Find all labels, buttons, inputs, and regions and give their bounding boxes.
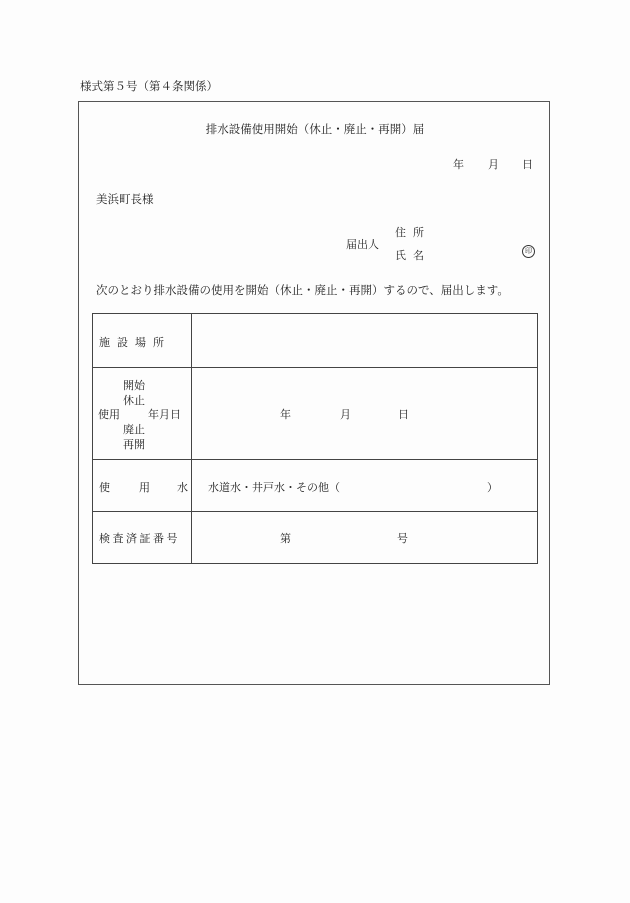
- addressee: 美浜町長様: [96, 192, 154, 206]
- facility-location-label: 施設場所: [99, 336, 171, 349]
- option-resume: 再開: [123, 438, 145, 451]
- option-abolish: 廃止: [123, 423, 145, 436]
- form-number: 様式第５号（第４条関係）: [80, 79, 218, 93]
- water-label-char-1: 使: [99, 481, 110, 494]
- details-table: [92, 313, 538, 564]
- date-year-label: 年: [453, 158, 464, 171]
- seal-mark: 印: [522, 245, 535, 258]
- water-source-options: 水道水・井戸水・その他（: [208, 481, 340, 494]
- statement-text: 次のとおり排水設備の使用を開始（休止・廃止・再開）するので、届出します。: [96, 283, 509, 297]
- use-date-prefix: 使用: [98, 408, 120, 421]
- form-title: 排水設備使用開始（休止・廃止・再開）届: [205, 122, 425, 136]
- water-label-char-3: 水: [177, 481, 188, 494]
- table-column-divider: [191, 314, 192, 563]
- water-label-char-2: 用: [139, 481, 150, 494]
- use-date-month: 月: [340, 408, 351, 421]
- option-suspend: 休止: [123, 394, 145, 407]
- option-start: 開始: [123, 379, 145, 392]
- applicant-label: 届出人: [346, 238, 379, 251]
- table-row-divider: [93, 459, 537, 460]
- certificate-dai: 第: [280, 532, 291, 545]
- name-label-char-1: 氏: [395, 249, 406, 262]
- address-label-char-2: 所: [413, 226, 424, 239]
- water-source-close: ）: [487, 481, 498, 494]
- table-row-divider: [93, 511, 537, 512]
- use-date-suffix: 年月日: [148, 408, 181, 421]
- certificate-gou: 号: [397, 532, 408, 545]
- use-date-year: 年: [280, 408, 291, 421]
- address-label-char-1: 住: [395, 226, 406, 239]
- name-label-char-2: 名: [413, 249, 424, 262]
- date-month-label: 月: [488, 158, 499, 171]
- date-day-label: 日: [522, 158, 533, 171]
- table-row-divider: [93, 367, 537, 368]
- certificate-number-label: 検査済証番号: [99, 532, 180, 545]
- use-date-day: 日: [398, 408, 409, 421]
